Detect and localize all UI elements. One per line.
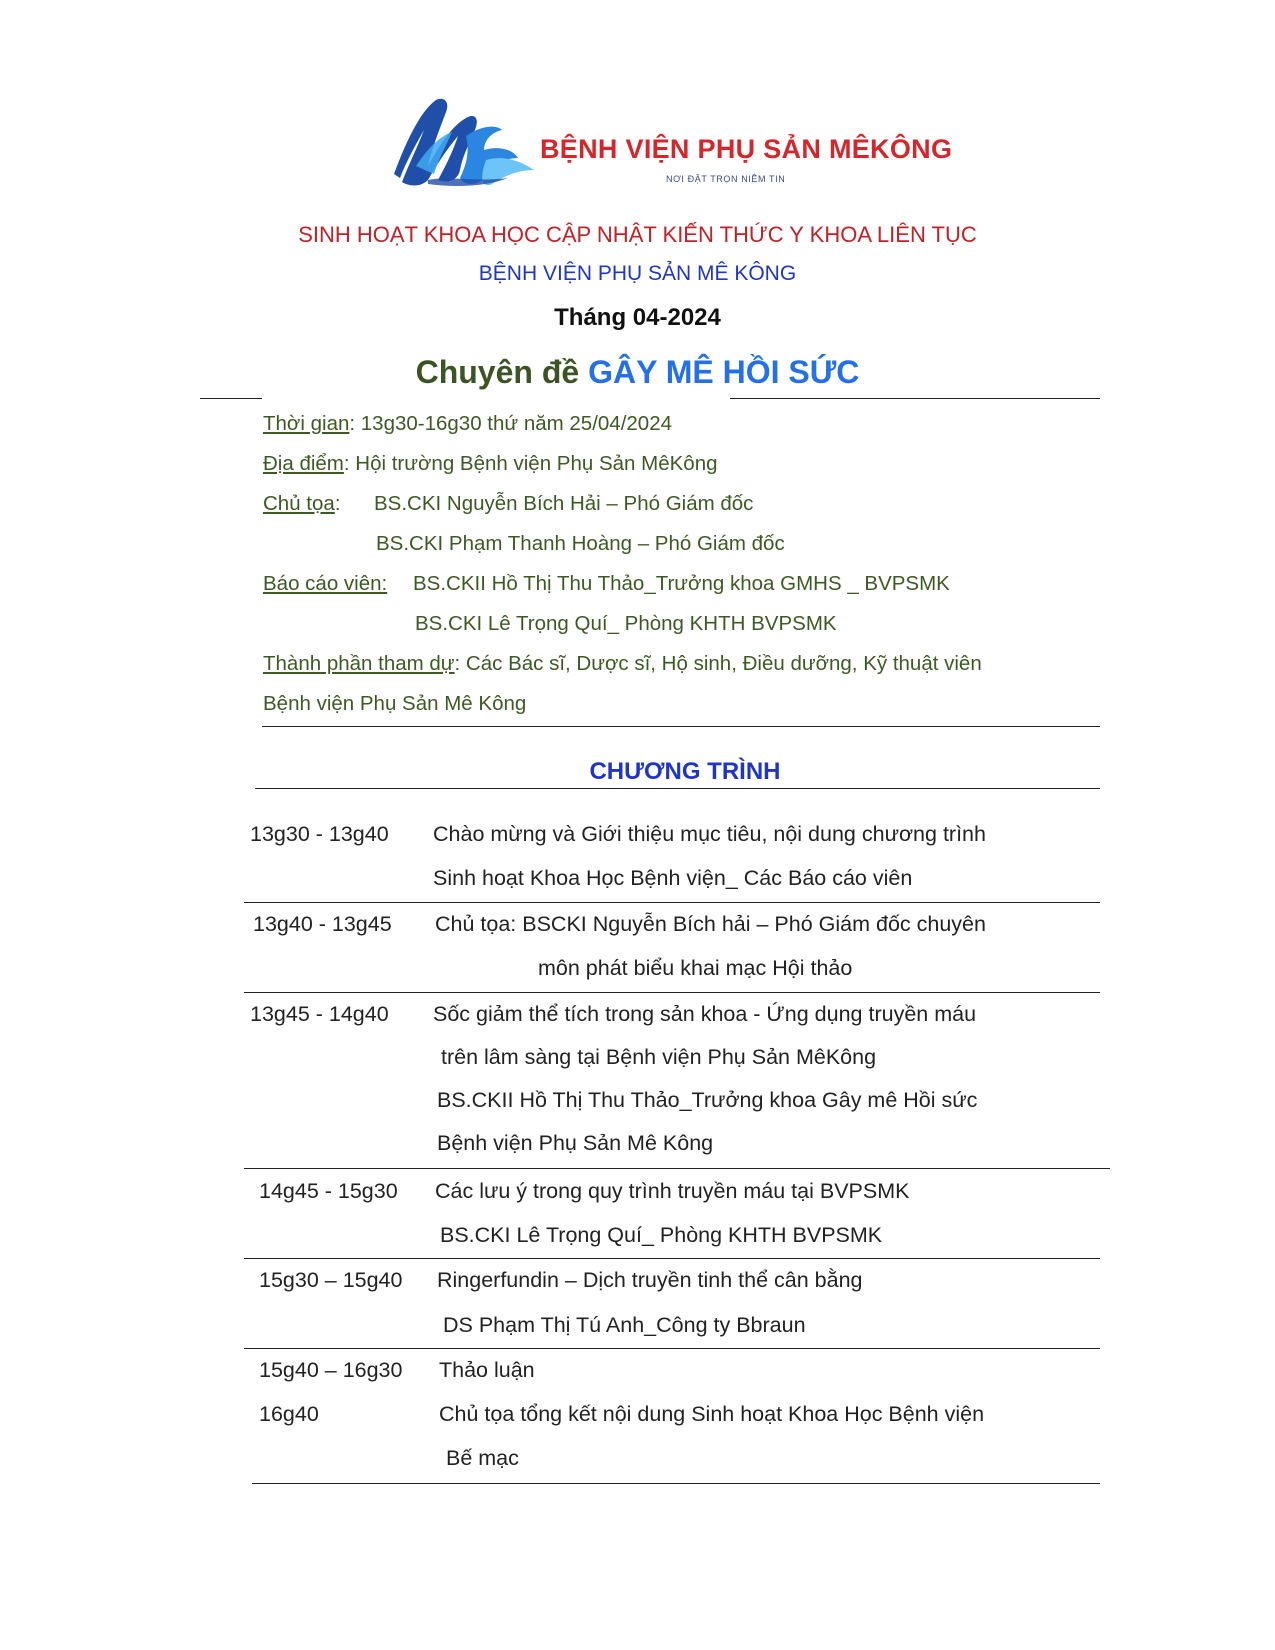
attendees-label: Thành phần tham dự bbox=[263, 652, 455, 675]
heading-event: SINH HOẠT KHOA HỌC CẬP NHẬT KIẾN THỨC Y KHOA LIÊN TỤC bbox=[298, 222, 977, 247]
program-item-line: Chủ tọa: BSCKI Nguyễn Bích hải – Phó Giám đốc chuyên bbox=[435, 912, 986, 936]
program-time: 16g40 bbox=[259, 1402, 319, 1426]
info-chair bbox=[263, 492, 341, 516]
place-label: Địa điểm bbox=[263, 452, 344, 475]
program-item-line: Thảo luận bbox=[439, 1358, 535, 1382]
attendees-line2: Bệnh viện Phụ Sản Mê Kông bbox=[263, 692, 527, 715]
info-place bbox=[263, 452, 718, 476]
program-item-line: Sốc giảm thể tích trong sản khoa - Ứng dụng truyền máu bbox=[433, 1002, 977, 1026]
program-time: 15g40 – 16g30 bbox=[259, 1358, 403, 1382]
info-attendees bbox=[263, 652, 982, 676]
program-item-line: trên lâm sàng tại Bệnh viện Phụ Sản MêKông bbox=[441, 1045, 877, 1069]
program-item-line: DS Phạm Thị Tú Anh_Công ty Bbraun bbox=[443, 1313, 806, 1337]
time-label: Thời gian bbox=[263, 412, 350, 435]
speaker-2: BS.CKI Lê Trọng Quí_ Phòng KHTH BVPSMK bbox=[415, 612, 837, 635]
chair-label: Chủ tọa bbox=[263, 492, 335, 515]
program-time: 13g30 - 13g40 bbox=[250, 822, 389, 846]
topic-name: GÂY MÊ HỒI SỨC bbox=[588, 354, 860, 390]
info-speakers bbox=[263, 572, 387, 596]
chair-colon: : bbox=[334, 492, 341, 515]
program-time: 15g30 – 15g40 bbox=[259, 1268, 403, 1292]
row-divider bbox=[244, 1348, 1100, 1349]
program-item-line: môn phát biểu khai mạc Hội thảo bbox=[538, 956, 853, 980]
heading-hospital: BỆNH VIỆN PHỤ SẢN MÊ KÔNG bbox=[478, 262, 797, 285]
program-title: CHƯƠNG TRÌNH bbox=[589, 758, 781, 785]
heading-month: Tháng 04-2024 bbox=[554, 304, 721, 331]
chair-1: BS.CKI Nguyễn Bích Hải – Phó Giám đốc bbox=[374, 492, 754, 515]
topic-prefix: Chuyên đề bbox=[415, 354, 580, 390]
logo-name: BỆNH VIỆN PHỤ SẢN MÊKÔNG bbox=[540, 134, 953, 164]
info-time bbox=[263, 412, 672, 436]
attendees-value: : Các Bác sĩ, Dược sĩ, Hộ sinh, Điều dưỡng, Kỹ thuật viên bbox=[454, 652, 982, 675]
logo-mark-icon bbox=[388, 96, 538, 188]
divider bbox=[262, 726, 1100, 727]
program-item-line: Chào mừng và Giới thiệu mục tiêu, nội dung chương trình bbox=[433, 822, 986, 846]
divider bbox=[200, 398, 262, 399]
logo-slogan: NƠI ĐẶT TRỌN NIỀM TIN bbox=[666, 174, 786, 184]
program-item-line: Bệnh viện Phụ Sản Mê Kông bbox=[437, 1131, 714, 1155]
row-divider bbox=[244, 992, 1100, 993]
program-item-line: Các lưu ý trong quy trình truyền máu tại BVPSMK bbox=[435, 1179, 910, 1203]
heading-topic bbox=[0, 354, 1275, 391]
row-divider bbox=[244, 1168, 1110, 1169]
speaker-1: BS.CKII Hồ Thị Thu Thảo_Trưởng khoa GMHS _ BVPSMK bbox=[413, 572, 950, 595]
chair-2: BS.CKI Phạm Thanh Hoàng – Phó Giám đốc bbox=[376, 532, 785, 555]
program-item-line: Bế mạc bbox=[446, 1446, 519, 1470]
divider bbox=[255, 788, 1100, 789]
program-time: 13g45 - 14g40 bbox=[250, 1002, 389, 1026]
speakers-label: Báo cáo viên: bbox=[263, 572, 388, 595]
place-value: : Hội trường Bệnh viện Phụ Sản MêKông bbox=[343, 452, 718, 475]
program-item-line: BS.CKI Lê Trọng Quí_ Phòng KHTH BVPSMK bbox=[440, 1223, 883, 1247]
divider bbox=[730, 398, 1100, 399]
hospital-logo bbox=[388, 96, 953, 196]
program-item-line: Sinh hoạt Khoa Học Bệnh viện_ Các Báo cáo viên bbox=[433, 866, 913, 890]
program-item-line: BS.CKII Hồ Thị Thu Thảo_Trưởng khoa Gây mê Hồi sức bbox=[437, 1088, 978, 1112]
program-time: 14g45 - 15g30 bbox=[259, 1179, 398, 1203]
row-divider bbox=[244, 1258, 1100, 1259]
program-item-line: Chủ tọa tổng kết nội dung Sinh hoạt Khoa Học Bệnh viện bbox=[439, 1402, 985, 1426]
program-item-line: Ringerfundin – Dịch truyền tinh thể cân bằng bbox=[437, 1268, 863, 1292]
program-time: 13g40 - 13g45 bbox=[253, 912, 392, 936]
time-value: : 13g30-16g30 thứ năm 25/04/2024 bbox=[349, 412, 672, 435]
row-divider bbox=[252, 1483, 1100, 1484]
row-divider bbox=[244, 902, 1100, 903]
